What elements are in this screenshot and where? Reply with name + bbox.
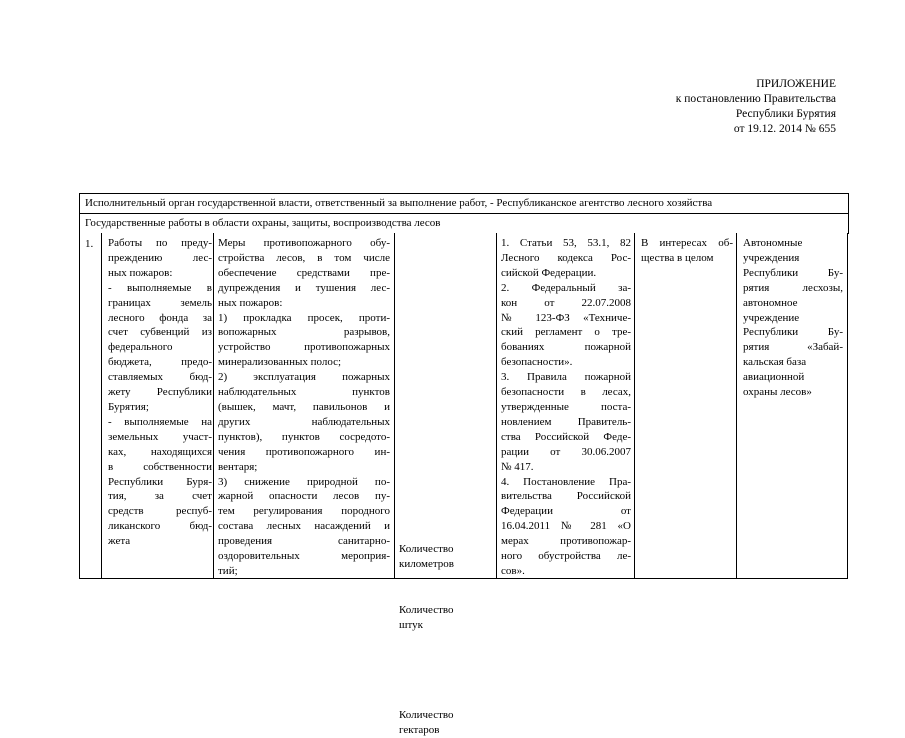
- institutions-text: [743, 236, 843, 400]
- measures-line: стройства лесов, в том числе: [218, 251, 390, 264]
- header-republic: Республики Бурятия: [735, 108, 836, 120]
- inst-line: Республики Бу-: [743, 266, 843, 279]
- work-line: федерального: [108, 341, 173, 354]
- measures-line: состава лесных насаждений и: [218, 520, 390, 533]
- inst-line: автономное: [743, 296, 798, 309]
- measures-line: 3) снижение природной по-: [218, 475, 390, 488]
- basis-line: бованиях пожарной: [501, 341, 631, 354]
- work-line: Республики Буря-: [108, 475, 212, 488]
- measures-text: [218, 236, 390, 579]
- work-line: жету Республики: [108, 386, 212, 399]
- basis-line: Федерации от: [501, 505, 631, 518]
- work-line: средств респуб-: [108, 505, 212, 518]
- basis-line: ский регламент о тре-: [501, 326, 631, 339]
- work-cell: [101, 233, 212, 578]
- measures-line: 2) эксплуатация пожарных: [218, 371, 390, 384]
- section-row: [79, 213, 849, 234]
- basis-cell: [496, 233, 634, 578]
- basis-line: кон от 22.07.2008: [501, 296, 631, 309]
- basis-line: 3. Правила пожарной: [501, 371, 631, 384]
- work-line: земельных участ-: [108, 430, 212, 443]
- inst-line: рятия «Забай-: [743, 341, 843, 354]
- work-line: Работы по преду-: [108, 237, 212, 249]
- table-right-border: [847, 233, 848, 578]
- measures-line: чения противопожарного ин-: [218, 445, 390, 458]
- basis-line: безопасности».: [501, 356, 573, 369]
- work-line: жета: [108, 535, 131, 548]
- work-text: [108, 236, 212, 549]
- measures-line: минерализованных полос;: [218, 356, 342, 369]
- inst-line: учреждение: [743, 311, 800, 324]
- measures-line: дупреждения и тушения лес-: [218, 281, 390, 294]
- unit-km: Количество километров: [399, 543, 454, 570]
- measures-line: оздоровительных мероприя-: [218, 550, 390, 563]
- measures-line: пунктов), пунктов сосредото-: [218, 430, 390, 443]
- approval-header: [676, 77, 836, 137]
- work-line: ных пожаров:: [108, 266, 173, 279]
- work-line: Бурятия;: [108, 400, 149, 413]
- header-date: от 19.12. 2014 № 655: [733, 123, 836, 135]
- measures-line: устройство противопожарных: [218, 341, 390, 354]
- header-decree: к постановлению Правительства: [675, 93, 836, 105]
- work-line: ликанского бюд-: [108, 520, 212, 533]
- work-line: счет субвенций из: [108, 326, 212, 339]
- basis-line: ства Российской Феде-: [501, 430, 631, 443]
- basis-line: рации от 30.06.2007: [501, 445, 631, 458]
- work-line: - выполняемые на: [108, 415, 212, 428]
- measures-cell: [213, 233, 394, 578]
- measures-line: ных пожаров:: [218, 296, 283, 309]
- measures-line: 1) прокладка просек, проти-: [218, 311, 390, 324]
- units-cell: [394, 233, 496, 736]
- number-cell: [79, 233, 101, 578]
- measures-line: проведения санитарно-: [218, 535, 390, 548]
- basis-line: новлением Правитель-: [501, 415, 631, 428]
- measures-line: (вышек, мачт, павильонов и: [218, 400, 390, 413]
- measures-line: Меры противопожарного обу-: [218, 237, 390, 249]
- work-line: тия, за счет: [108, 490, 212, 503]
- inst-line: Автономные: [743, 237, 803, 249]
- measures-line: тий;: [218, 564, 238, 577]
- basis-line: № 417.: [501, 460, 534, 473]
- measures-line: других наблюдательных: [218, 415, 390, 428]
- basis-line: 16.04.2011 № 281 «О: [501, 520, 631, 533]
- measures-line: вопожарных разрывов,: [218, 326, 390, 339]
- inst-line: учреждения: [743, 251, 800, 264]
- work-line: ставляемых бюд-: [108, 371, 212, 384]
- work-line: границах земель: [108, 296, 212, 309]
- basis-line: № 123-ФЗ «Техниче-: [501, 311, 631, 324]
- interest-line: щества в целом: [641, 251, 714, 264]
- inst-line: Республики Бу-: [743, 326, 843, 339]
- basis-line: сов».: [501, 564, 525, 577]
- row-number: 1.: [85, 238, 94, 250]
- work-line: в собственности: [108, 460, 212, 473]
- basis-line: мерах противопожар-: [501, 535, 631, 548]
- basis-line: Лесного кодекса Рос-: [501, 251, 631, 264]
- unit-hectares: Количество гектаров: [399, 709, 454, 736]
- measures-line: обеспечение средствами пре-: [218, 266, 390, 279]
- institutions-cell: [736, 233, 848, 578]
- inst-line: авиационной: [743, 371, 805, 384]
- basis-line: ного обустройства ле-: [501, 550, 631, 563]
- basis-text: [501, 236, 631, 579]
- measures-line: жарной опасности лесов пу-: [218, 490, 390, 503]
- inst-line: охраны лесов»: [743, 386, 812, 399]
- interest-line: В интересах об-: [641, 237, 733, 249]
- executor-row: [79, 193, 849, 214]
- basis-line: утвержденные поста-: [501, 400, 631, 413]
- basis-line: 2. Федеральный за-: [501, 281, 631, 294]
- work-line: ках, находящихся: [108, 445, 212, 458]
- basis-line: безопасности в лесах,: [501, 386, 631, 399]
- basis-line: 1. Статьи 53, 53.1, 82: [501, 237, 631, 249]
- basis-line: 4. Постановление Пра-: [501, 475, 631, 488]
- interest-cell: [634, 233, 736, 578]
- work-line: преждению лес-: [108, 251, 212, 264]
- work-line: лесного фонда за: [108, 311, 212, 324]
- header-title: ПРИЛОЖЕНИЕ: [756, 78, 836, 90]
- measures-line: вентаря;: [218, 460, 258, 473]
- work-line: бюджета, предо-: [108, 356, 212, 369]
- unit-pieces: Количество штук: [399, 604, 454, 631]
- measures-line: тем регулирования породного: [218, 505, 390, 518]
- basis-line: вительства Российской: [501, 490, 631, 503]
- table-bottom-border: [79, 578, 848, 579]
- inst-line: кальская база: [743, 356, 807, 369]
- measures-line: наблюдательных пунктов: [218, 386, 390, 399]
- executor-text: Исполнительный орган государственной власти, ответственный за выполнение работ, - Республиканское агентство лесного хозяйства: [85, 197, 713, 209]
- work-line: - выполняемые в: [108, 281, 212, 294]
- inst-line: рятия лесхозы,: [743, 281, 843, 294]
- section-text: Государственные работы в области охраны, защиты, воспроизводства лесов: [85, 217, 441, 229]
- interest-text: [641, 236, 733, 266]
- basis-line: сийской Федерации.: [501, 266, 597, 279]
